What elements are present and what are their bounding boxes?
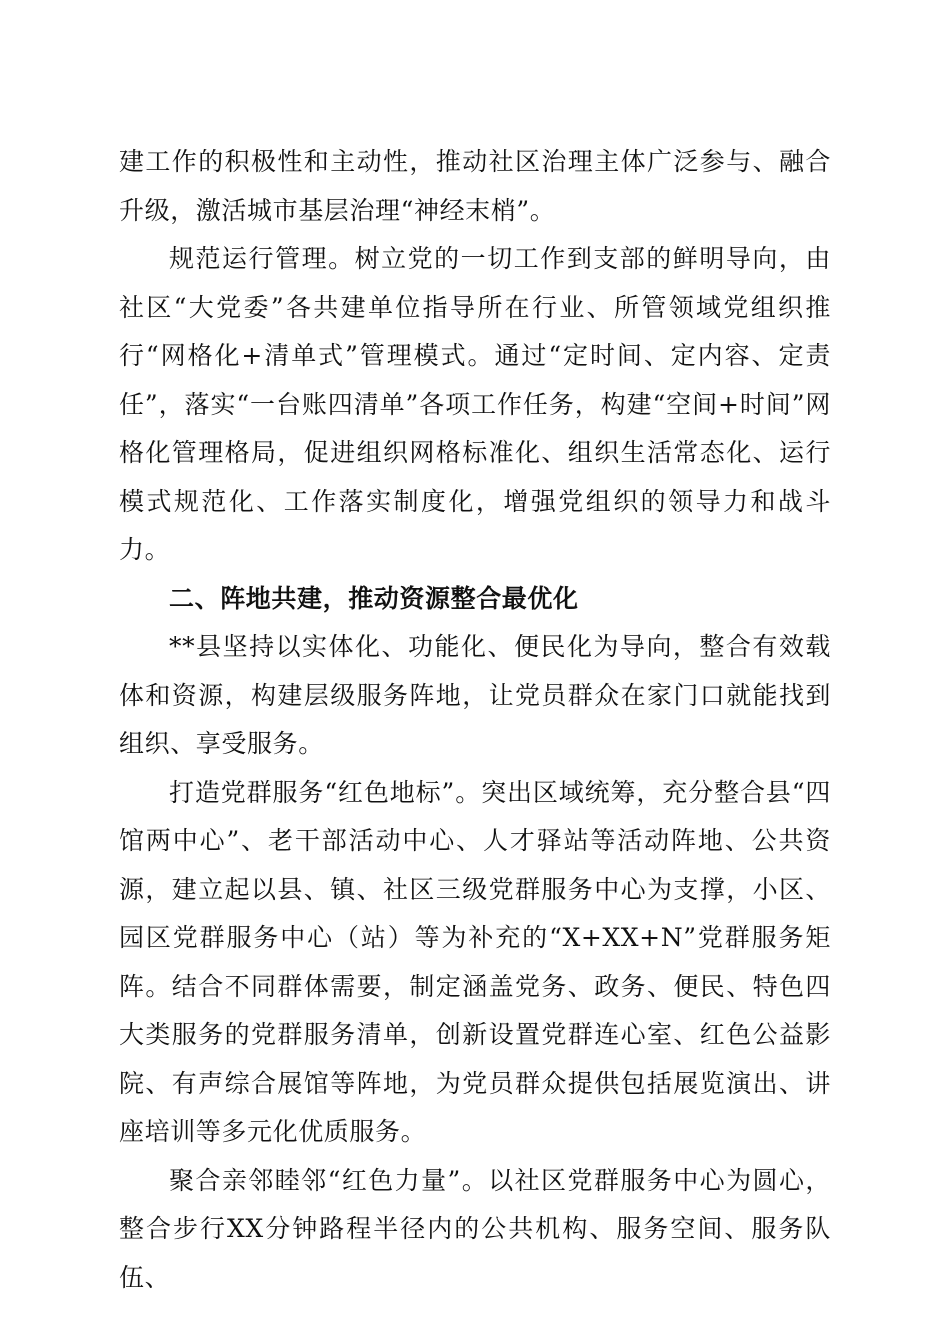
section-heading: 二、阵地共建，推动资源整合最优化 xyxy=(169,583,579,613)
paragraph-operation-management: 规范运行管理。树立党的一切工作到支部的鲜明导向，由社区“大党委”各共建单位指导所在行业、所管领域党组织推行“网格化+清单式”管理模式。通过“定时间、定内容、定责任”，落实“一台账四清单”各项工作任务，构建“空间+时间”网格化管理格局，促进组织网格标准化、组织生活常态化、运行模式规范化、工作落实制度化，增强党组织的领导力和战斗力。 xyxy=(119,244,831,564)
paragraph-red-force: 聚合亲邻睦邻“红色力量”。以社区党群服务中心为圆心，整合步行XX分钟路程半径内的公共机构、服务空间、服务队伍、 xyxy=(119,1165,831,1292)
paragraph-section-intro: **县坚持以实体化、功能化、便民化为导向，整合有效载体和资源，构建层级服务阵地，让党员群众在家门口就能找到组织、享受服务。 xyxy=(119,632,831,758)
continued-paragraph: 建工作的积极性和主动性，推动社区治理主体广泛参与、融合升级，激活城市基层治理“神经末梢”。 xyxy=(119,147,831,225)
document-body xyxy=(119,138,831,1302)
paragraph-red-landmark: 打造党群服务“红色地标”。突出区域统筹，充分整合县“四馆两中心”、老干部活动中心、人才驿站等活动阵地、公共资源，建立起以县、镇、社区三级党群服务中心为支撑，小区、园区党群服务中心（站）等为补充的“X+XX+N”党群服务矩阵。结合不同群体需要，制定涵盖党务、政务、便民、特色四大类服务的党群服务清单，创新设置党群连心室、红色公益影院、有声综合展馆等阵地，为党员群众提供包括展览演出、讲座培训等多元化优质服务。 xyxy=(119,777,831,1146)
